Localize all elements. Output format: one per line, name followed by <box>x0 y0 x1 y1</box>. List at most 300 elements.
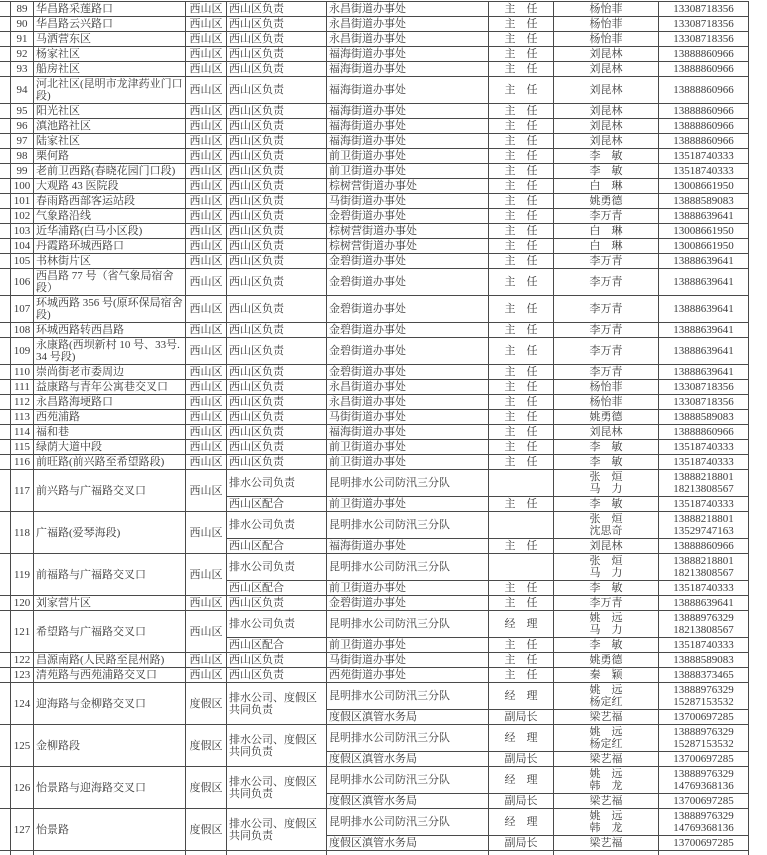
table-row <box>0 440 749 455</box>
row-edge-sliver <box>0 725 11 767</box>
row-number: 124 <box>11 683 34 725</box>
row-name: 李 敏 <box>554 440 659 455</box>
row-phone: 13308718356 <box>659 32 749 47</box>
row-location: 老前卫西路(春晓花园门口段) <box>34 164 186 179</box>
row-phone: 13518740333 <box>659 581 749 596</box>
row-location: 希望路与广福路交叉口 <box>34 611 186 653</box>
row-phone: 13700697285 <box>659 794 749 809</box>
row-phone: 13308718356 <box>659 2 749 17</box>
row-phone: 13888218801 18213808567 <box>659 470 749 497</box>
row-phone: 13888860966 <box>659 104 749 119</box>
table-row <box>0 668 749 683</box>
row-number: 111 <box>11 380 34 395</box>
row-district: 西山区 <box>186 47 227 62</box>
row-phone: 13888976329 14769368136 <box>659 767 749 794</box>
table-row <box>0 17 749 32</box>
row-edge-sliver <box>0 410 11 425</box>
row-edge-sliver <box>0 254 11 269</box>
row-number: 122 <box>11 653 34 668</box>
row-name: 李万青 <box>554 209 659 224</box>
table-row <box>0 395 749 410</box>
row-position: 主 任 <box>489 134 554 149</box>
row-location: 西苑浦路 <box>34 410 186 425</box>
row-number: 90 <box>11 17 34 32</box>
row-name: 姚勇德 <box>554 410 659 425</box>
table-row <box>0 119 749 134</box>
row-number: 123 <box>11 668 34 683</box>
table-row <box>0 224 749 239</box>
row-responsibility: 排水公司负责 <box>227 611 327 638</box>
row-number: 99 <box>11 164 34 179</box>
row-number: 114 <box>11 425 34 440</box>
row-position <box>489 512 554 539</box>
row-district: 西山区 <box>186 323 227 338</box>
row-position: 主 任 <box>489 2 554 17</box>
table-row <box>0 209 749 224</box>
row-responsibility: 西山区负责 <box>227 77 327 104</box>
row-district: 西山区 <box>186 239 227 254</box>
row-responsibility: 西山区配合 <box>227 497 327 512</box>
row-edge-sliver <box>0 554 11 596</box>
table-row <box>0 269 749 296</box>
row-name: 姚 远 韩 龙 <box>554 809 659 836</box>
row-phone: 13700697285 <box>659 836 749 851</box>
row-district: 度假区 <box>186 809 227 851</box>
row-edge-sliver <box>0 269 11 296</box>
row-number: 127 <box>11 809 34 851</box>
row-responsibility: 西山区配合 <box>227 539 327 554</box>
row-position: 主 任 <box>489 668 554 683</box>
table-row <box>0 653 749 668</box>
row-phone: 13700697285 <box>659 710 749 725</box>
row-responsibility: 西山区负责 <box>227 596 327 611</box>
row-name: 刘昆林 <box>554 104 659 119</box>
row-office: 昆明排水公司防汛三分队 <box>327 725 489 752</box>
row-phone: 13008661950 <box>659 224 749 239</box>
row-number: 97 <box>11 134 34 149</box>
row-office: 前卫街道办事处 <box>327 164 489 179</box>
row-number: 96 <box>11 119 34 134</box>
table-row <box>0 254 749 269</box>
row-edge-sliver <box>0 653 11 668</box>
row-responsibility: 西山区负责 <box>227 119 327 134</box>
row-name: 张 烜 沈思奇 <box>554 512 659 539</box>
row-responsibility: 西山区负责 <box>227 32 327 47</box>
row-name: 白 琳 <box>554 239 659 254</box>
row-responsibility: 西山区负责 <box>227 62 327 77</box>
row-edge-sliver <box>0 164 11 179</box>
row-location: 永昌路海埂路口 <box>34 395 186 410</box>
row-edge-sliver <box>0 380 11 395</box>
row-office: 棕树营街道办事处 <box>327 224 489 239</box>
row-position: 主 任 <box>489 47 554 62</box>
row-edge-sliver <box>0 179 11 194</box>
row-edge-sliver <box>0 134 11 149</box>
row-position: 经 理 <box>489 767 554 794</box>
row-edge-sliver <box>0 668 11 683</box>
row-district: 西山区 <box>186 164 227 179</box>
row-edge-sliver <box>0 47 11 62</box>
table-body <box>0 2 749 855</box>
row-name: 姚勇德 <box>554 653 659 668</box>
row-office: 永昌街道办事处 <box>327 395 489 410</box>
row-name: 杨怡菲 <box>554 380 659 395</box>
table-row <box>0 425 749 440</box>
row-phone: 13888218801 13529747163 <box>659 512 749 539</box>
table-row <box>0 149 749 164</box>
table-row <box>0 179 749 194</box>
row-office: 福海街道办事处 <box>327 119 489 134</box>
row-location: 华昌路采莲路口 <box>34 2 186 17</box>
row-position: 主 任 <box>489 104 554 119</box>
row-name: 秦 颖 <box>554 668 659 683</box>
table-row <box>0 554 749 581</box>
row-responsibility: 排水公司、度假区共同负责 <box>227 725 327 767</box>
row-location: 马洒营东区 <box>34 32 186 47</box>
empty-cell <box>34 851 186 855</box>
row-position: 主 任 <box>489 239 554 254</box>
table-row <box>0 380 749 395</box>
row-district: 西山区 <box>186 611 227 653</box>
row-edge-sliver <box>0 224 11 239</box>
row-edge-sliver <box>0 17 11 32</box>
row-location: 河北社区(昆明市龙津药业门口段) <box>34 77 186 104</box>
table-row <box>0 323 749 338</box>
row-office: 金碧街道办事处 <box>327 365 489 380</box>
row-position: 副局长 <box>489 836 554 851</box>
row-position: 主 任 <box>489 425 554 440</box>
row-number: 109 <box>11 338 34 365</box>
row-location: 广福路(爱琴海段) <box>34 512 186 554</box>
table-row <box>0 134 749 149</box>
row-phone: 13888860966 <box>659 77 749 104</box>
row-responsibility: 西山区负责 <box>227 365 327 380</box>
row-number: 91 <box>11 32 34 47</box>
row-edge-sliver <box>0 32 11 47</box>
row-position: 经 理 <box>489 809 554 836</box>
row-location: 阳光社区 <box>34 104 186 119</box>
row-name: 刘昆林 <box>554 425 659 440</box>
row-responsibility: 西山区负责 <box>227 395 327 410</box>
row-responsibility: 西山区负责 <box>227 194 327 209</box>
row-office: 前卫街道办事处 <box>327 455 489 470</box>
row-office: 前卫街道办事处 <box>327 497 489 512</box>
row-name: 李万青 <box>554 269 659 296</box>
row-edge-sliver <box>0 296 11 323</box>
row-number: 105 <box>11 254 34 269</box>
row-number: 116 <box>11 455 34 470</box>
row-number: 108 <box>11 323 34 338</box>
row-office: 福海街道办事处 <box>327 539 489 554</box>
row-office: 金碧街道办事处 <box>327 596 489 611</box>
table-row <box>0 512 749 539</box>
row-office: 昆明排水公司防汛三分队 <box>327 683 489 710</box>
row-name: 李 敏 <box>554 149 659 164</box>
row-name: 杨怡菲 <box>554 2 659 17</box>
row-office: 前卫街道办事处 <box>327 638 489 653</box>
row-responsibility: 西山区负责 <box>227 17 327 32</box>
row-name: 杨怡菲 <box>554 17 659 32</box>
empty-cell <box>227 851 327 855</box>
row-district: 西山区 <box>186 653 227 668</box>
row-office: 福海街道办事处 <box>327 77 489 104</box>
row-district: 西山区 <box>186 365 227 380</box>
row-office: 金碧街道办事处 <box>327 269 489 296</box>
row-responsibility: 排水公司、度假区共同负责 <box>227 809 327 851</box>
row-position: 主 任 <box>489 62 554 77</box>
row-district: 度假区 <box>186 683 227 725</box>
row-responsibility: 西山区负责 <box>227 149 327 164</box>
row-office: 永昌街道办事处 <box>327 32 489 47</box>
row-edge-sliver <box>0 323 11 338</box>
row-name: 白 琳 <box>554 179 659 194</box>
row-phone: 13888639641 <box>659 338 749 365</box>
row-phone: 13008661950 <box>659 239 749 254</box>
row-number: 93 <box>11 62 34 77</box>
row-office: 度假区滇管水务局 <box>327 710 489 725</box>
empty-cell <box>0 851 11 855</box>
row-number: 113 <box>11 410 34 425</box>
row-district: 西山区 <box>186 77 227 104</box>
table-row-partial <box>0 851 749 855</box>
row-position: 主 任 <box>489 119 554 134</box>
row-number: 125 <box>11 725 34 767</box>
row-name: 李万青 <box>554 323 659 338</box>
empty-cell <box>327 851 489 855</box>
table-row <box>0 683 749 710</box>
row-office: 马街街道办事处 <box>327 410 489 425</box>
table-row <box>0 455 749 470</box>
row-name: 杨怡菲 <box>554 395 659 410</box>
row-location: 清苑路与西苑浦路交叉口 <box>34 668 186 683</box>
row-name: 姚勇德 <box>554 194 659 209</box>
row-name: 梁艺福 <box>554 836 659 851</box>
row-office: 昆明排水公司防汛三分队 <box>327 809 489 836</box>
row-name: 梁艺福 <box>554 794 659 809</box>
row-office: 福海街道办事处 <box>327 134 489 149</box>
row-phone: 13888860966 <box>659 134 749 149</box>
row-edge-sliver <box>0 809 11 851</box>
row-location: 刘家营片区 <box>34 596 186 611</box>
row-location: 杨家社区 <box>34 47 186 62</box>
row-number: 126 <box>11 767 34 809</box>
row-phone: 13888639641 <box>659 323 749 338</box>
row-position: 主 任 <box>489 581 554 596</box>
row-name: 李万青 <box>554 338 659 365</box>
row-responsibility: 西山区负责 <box>227 668 327 683</box>
row-position: 主 任 <box>489 596 554 611</box>
row-phone: 13888639641 <box>659 296 749 323</box>
row-responsibility: 排水公司负责 <box>227 554 327 581</box>
row-position: 经 理 <box>489 683 554 710</box>
row-responsibility: 西山区负责 <box>227 410 327 425</box>
row-phone: 13888373465 <box>659 668 749 683</box>
row-office: 棕树营街道办事处 <box>327 239 489 254</box>
row-name: 姚 远 杨定红 <box>554 725 659 752</box>
row-name: 姚 远 韩 龙 <box>554 767 659 794</box>
row-edge-sliver <box>0 2 11 17</box>
row-phone: 13888639641 <box>659 254 749 269</box>
row-number: 120 <box>11 596 34 611</box>
row-edge-sliver <box>0 77 11 104</box>
row-office: 棕树营街道办事处 <box>327 179 489 194</box>
row-name: 李 敏 <box>554 164 659 179</box>
table-row <box>0 767 749 794</box>
row-district: 西山区 <box>186 149 227 164</box>
row-responsibility: 西山区负责 <box>227 425 327 440</box>
row-office: 福海街道办事处 <box>327 104 489 119</box>
table-row <box>0 77 749 104</box>
row-phone: 13888639641 <box>659 209 749 224</box>
row-responsibility: 西山区负责 <box>227 380 327 395</box>
row-district: 西山区 <box>186 425 227 440</box>
row-position: 主 任 <box>489 410 554 425</box>
row-phone: 13888860966 <box>659 539 749 554</box>
row-position: 主 任 <box>489 440 554 455</box>
row-number: 110 <box>11 365 34 380</box>
row-name: 姚 远 杨定红 <box>554 683 659 710</box>
row-responsibility: 西山区负责 <box>227 224 327 239</box>
row-responsibility: 西山区负责 <box>227 104 327 119</box>
row-responsibility: 西山区负责 <box>227 338 327 365</box>
row-location: 永康路(西坝新村 10 号、33号.34 号段) <box>34 338 186 365</box>
row-name: 刘昆林 <box>554 539 659 554</box>
row-district: 西山区 <box>186 194 227 209</box>
row-location: 丹霞路环城西路口 <box>34 239 186 254</box>
row-location: 西昌路 77 号（省气象局宿舍段） <box>34 269 186 296</box>
row-edge-sliver <box>0 470 11 512</box>
row-office: 永昌街道办事处 <box>327 2 489 17</box>
row-phone: 13308718356 <box>659 380 749 395</box>
row-position: 主 任 <box>489 194 554 209</box>
table-row <box>0 164 749 179</box>
row-district: 西山区 <box>186 380 227 395</box>
row-district: 西山区 <box>186 296 227 323</box>
row-number: 89 <box>11 2 34 17</box>
row-office: 金碧街道办事处 <box>327 338 489 365</box>
row-office: 前卫街道办事处 <box>327 149 489 164</box>
table-row <box>0 410 749 425</box>
row-number: 95 <box>11 104 34 119</box>
row-position <box>489 470 554 497</box>
row-district: 西山区 <box>186 209 227 224</box>
row-name: 杨怡菲 <box>554 32 659 47</box>
table-row <box>0 47 749 62</box>
row-office: 马街街道办事处 <box>327 653 489 668</box>
row-location: 昌源南路(人民路至昆州路) <box>34 653 186 668</box>
row-position: 主 任 <box>489 149 554 164</box>
row-name: 刘昆林 <box>554 47 659 62</box>
row-position: 主 任 <box>489 179 554 194</box>
row-name: 刘昆林 <box>554 62 659 77</box>
row-name: 李 敏 <box>554 581 659 596</box>
row-phone: 13888976329 14769368136 <box>659 809 749 836</box>
row-location: 华昌路云兴路口 <box>34 17 186 32</box>
row-location: 陆家社区 <box>34 134 186 149</box>
row-edge-sliver <box>0 683 11 725</box>
row-district: 西山区 <box>186 269 227 296</box>
row-position: 副局长 <box>489 794 554 809</box>
row-responsibility: 西山区负责 <box>227 254 327 269</box>
row-district: 西山区 <box>186 596 227 611</box>
table-row <box>0 239 749 254</box>
row-edge-sliver <box>0 209 11 224</box>
row-edge-sliver <box>0 611 11 653</box>
row-location: 大观路 43 医院段 <box>34 179 186 194</box>
row-responsibility: 西山区配合 <box>227 638 327 653</box>
row-office: 昆明排水公司防汛三分队 <box>327 512 489 539</box>
row-district: 西山区 <box>186 254 227 269</box>
row-position: 主 任 <box>489 380 554 395</box>
row-responsibility: 西山区负责 <box>227 455 327 470</box>
row-phone: 13888860966 <box>659 47 749 62</box>
table-row <box>0 611 749 638</box>
row-office: 昆明排水公司防汛三分队 <box>327 470 489 497</box>
row-phone: 13888860966 <box>659 425 749 440</box>
row-number: 102 <box>11 209 34 224</box>
row-location: 怡景路 <box>34 809 186 851</box>
row-office: 金碧街道办事处 <box>327 254 489 269</box>
row-number: 118 <box>11 512 34 554</box>
row-district: 度假区 <box>186 725 227 767</box>
row-position: 副局长 <box>489 752 554 767</box>
row-position: 主 任 <box>489 224 554 239</box>
row-name: 白 琳 <box>554 224 659 239</box>
empty-cell <box>11 851 34 855</box>
row-responsibility: 西山区负责 <box>227 2 327 17</box>
row-phone: 13700697285 <box>659 752 749 767</box>
row-name: 李万青 <box>554 296 659 323</box>
row-location: 近华浦路(白马小区段) <box>34 224 186 239</box>
table-row <box>0 470 749 497</box>
row-office: 金碧街道办事处 <box>327 209 489 224</box>
row-edge-sliver <box>0 338 11 365</box>
empty-cell <box>489 851 554 855</box>
row-district: 西山区 <box>186 455 227 470</box>
row-district: 西山区 <box>186 119 227 134</box>
row-number: 107 <box>11 296 34 323</box>
row-responsibility: 西山区配合 <box>227 581 327 596</box>
row-district: 西山区 <box>186 395 227 410</box>
row-location: 环城西路转西昌路 <box>34 323 186 338</box>
row-position: 主 任 <box>489 296 554 323</box>
row-edge-sliver <box>0 767 11 809</box>
row-office: 昆明排水公司防汛三分队 <box>327 767 489 794</box>
row-edge-sliver <box>0 425 11 440</box>
row-district: 西山区 <box>186 17 227 32</box>
row-responsibility: 西山区负责 <box>227 269 327 296</box>
row-position: 主 任 <box>489 164 554 179</box>
row-responsibility: 西山区负责 <box>227 239 327 254</box>
row-location: 前福路与广福路交叉口 <box>34 554 186 596</box>
row-edge-sliver <box>0 62 11 77</box>
row-responsibility: 西山区负责 <box>227 164 327 179</box>
table-row <box>0 32 749 47</box>
row-responsibility: 西山区负责 <box>227 296 327 323</box>
row-office: 福海街道办事处 <box>327 425 489 440</box>
row-location: 滇池路社区 <box>34 119 186 134</box>
row-name: 张 烜 马 力 <box>554 554 659 581</box>
row-location: 怡景路与迎海路交叉口 <box>34 767 186 809</box>
row-name: 李万青 <box>554 254 659 269</box>
table-row <box>0 338 749 365</box>
row-office: 福海街道办事处 <box>327 62 489 77</box>
row-district: 西山区 <box>186 62 227 77</box>
row-district: 西山区 <box>186 554 227 596</box>
row-edge-sliver <box>0 149 11 164</box>
row-phone: 13888589083 <box>659 653 749 668</box>
table-row <box>0 2 749 17</box>
